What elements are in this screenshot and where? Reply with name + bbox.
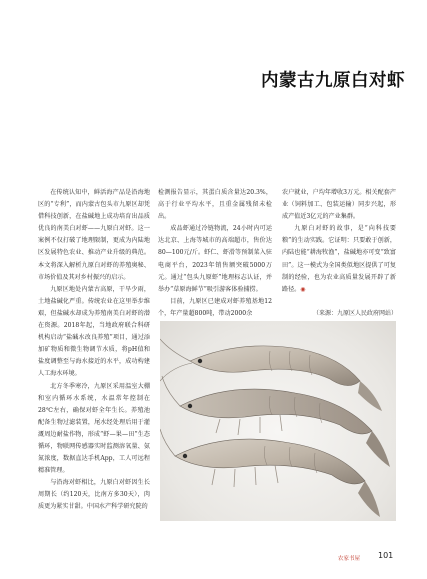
text-column-1 <box>38 187 150 514</box>
article-title: 内蒙古九原白对虾 <box>261 71 405 91</box>
end-mark-icon: ◉ <box>300 285 306 293</box>
shrimp-illustration <box>160 321 396 521</box>
text-column-2 <box>158 187 272 320</box>
paragraph: 目前，九原区已建成对虾养殖基地12个，年产量超800吨，带动2000余 <box>158 297 272 317</box>
paragraph-continued: 农户就业，户均年增收3万元。相关配套产业（饲料加工、包装运输）同步兴起，形成产值近3亿元的产业集群。 <box>282 189 396 221</box>
paragraph: 北方冬季寒冷，九原区采用温室大棚和室内循环水系统，水温常年控制在28℃左右，确保对虾全年生长。养殖池配备生物过滤装置，尾水经处理后用于灌溉周边耐盐作物，形成“虾—果—田”生态循环，物联网传感器实时监测溶氧量、氨氮浓度，数据直达手机App，工人可远程精准管理。 <box>38 382 150 475</box>
page-number: 101 <box>378 551 394 560</box>
magazine-brand: 农家书屋 <box>338 556 361 562</box>
shrimp <box>160 429 380 517</box>
text-column-3 <box>282 187 396 296</box>
paragraph-text: 九原白对虾的故事，是“向科技要粮”的生动实践。它证明：只要敢于创新，内陆也能“耕海牧渔”，盐碱地亦可变“致富田”。这一模式为全国类似地区提供了可复制的经验，也为农业高质量发展开辟了新路径。 <box>282 225 396 293</box>
paragraph: 九原区地处内蒙古高原，干旱少雨，土地盐碱化严重。传统农业在这里举步维艰，但盐碱水却成为养殖南美白对虾的潜在资源。2018年起，当地政府联合科研机构启动“盐碱水改良养殖”项目，通过添加矿物质和微生物调节水质，将pH值和盐度调整至与海水接近的水平，成功构建人工海水环境。 <box>38 285 150 378</box>
paragraph <box>282 223 396 296</box>
paragraph: 在传统认知中，鲜活海产品是沿海地区的“专利”，而内蒙古包头市九原区却凭借科技创新，在盐碱地上成功培育出品质优良的南美白对虾——九原白对虾。这一案例不仅打破了地理限制，更成为内陆地区发展特色农业、推动产业升级的典范。本文将深入解析九原白对虾的养殖奥秘、市场价值及其对乡村振兴的启示。 <box>38 189 150 281</box>
paragraph: 成品虾通过冷链物流，24小时内可运达北京、上海等城市的高端超市，售价达80—100元/斤。虾仁、虾滑等预制菜入驻电商平台，2023年销售额突破5000万元。通过“包头九原虾”地理标志认证，并举办“草原海鲜节”吸引游客体验捕捞。 <box>158 225 272 293</box>
article-source: （来源：九原区人民政府网站） <box>312 310 397 317</box>
paragraph-continued: 检测报告显示，其蛋白质含量达20.3%，高于行业平均水平，且重金属残留未检出。 <box>158 189 272 221</box>
shrimp-photo <box>160 321 396 521</box>
paragraph: 与沿海对虾相比，九原白对虾因生长周期长（约120天，比南方多30天），肉质更为紧实甘甜。中国水产科学研究院的 <box>38 479 150 511</box>
